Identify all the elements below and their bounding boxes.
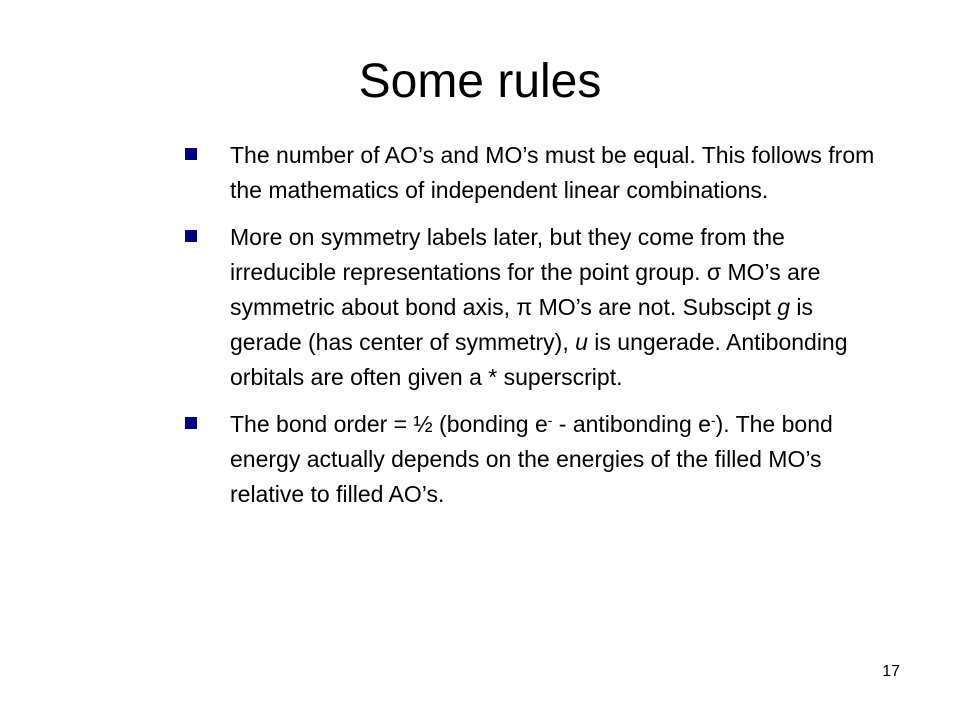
bullet-item-symmetry-labels: [180, 220, 880, 395]
square-bullet-icon: [185, 230, 197, 242]
bullet-item-ao-mo-count: [180, 138, 880, 208]
sigma-symbol: σ: [706, 259, 722, 285]
bullet-list: [180, 138, 880, 524]
italic-u: u: [575, 329, 588, 355]
square-bullet-icon: [185, 148, 197, 160]
bullet-text: The bond order = ½ (bonding e: [230, 411, 548, 437]
slide-title: Some rules: [358, 55, 602, 108]
square-bullet-icon: [185, 417, 197, 429]
bullet-text: MO’s are symmetric about bond axis,: [230, 259, 821, 320]
superscript-minus: -: [710, 413, 716, 429]
pi-symbol: π: [516, 294, 533, 320]
bullet-text: MO’s are not. Subscipt: [532, 294, 778, 320]
bullet-text: is gerade (has center of symmetry),: [230, 294, 814, 355]
bullet-text: More on symmetry labels later, but they come from the irreducible representations for the point group.: [230, 224, 785, 285]
bullet-text: ). The bond energy actually depends on the energies of the filled MO’s relative to filled AO’s.: [230, 411, 833, 507]
page-number: 17: [882, 663, 900, 680]
bullet-text: The number of AO’s and MO’s must be equal. This follows from the mathematics of independent linear combinations.: [230, 142, 875, 203]
italic-g: g: [777, 294, 791, 320]
superscript-minus: -: [547, 413, 553, 429]
bullet-item-bond-order: [180, 407, 880, 512]
bullet-text: is ungerade. Antibonding orbitals are often given a * superscript.: [230, 329, 848, 390]
bullet-text: - antibonding e: [552, 411, 711, 437]
